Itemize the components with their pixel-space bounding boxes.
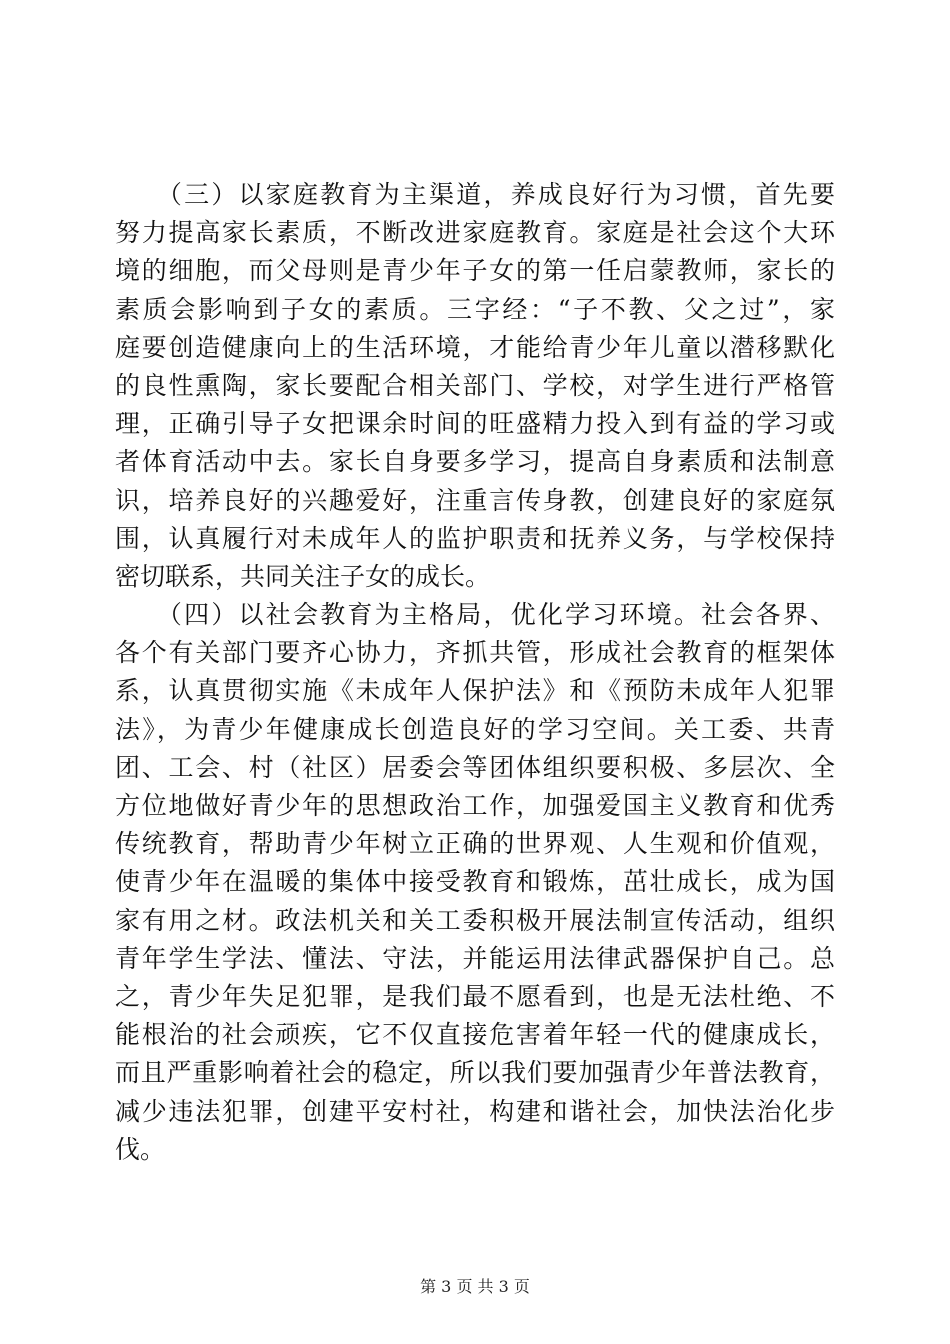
text-line: 各个有关部门要齐心协力，齐抓共管，形成社会教育的框架体 (115, 638, 835, 668)
text-line: 青年学生学法、懂法、守法，并能运用法律武器保护自己。总 (115, 943, 835, 973)
text-line: （四）以社会教育为主格局，优化学习环境。社会各界、 (115, 600, 835, 630)
page-number-footer: 第 3 页 共 3 页 (420, 1277, 530, 1296)
text-line: （三）以家庭教育为主渠道，养成良好行为习惯，首先要 (115, 180, 835, 209)
text-line: 而且严重影响着社会的稳定，所以我们要加强青少年普法教育， (115, 1058, 835, 1088)
text-line: 方位地做好青少年的思想政治工作，加强爱国主义教育和优秀 (115, 791, 835, 820)
text-line: 境的细胞，而父母则是青少年子女的第一任启蒙教师，家长的 (115, 256, 835, 286)
text-line: 伐。 (115, 1134, 166, 1164)
text-line: 理，正确引导子女把课余时间的旺盛精力投入到有益的学习或 (115, 409, 835, 439)
text-line: 系，认真贯彻实施《未成年人保护法》和《预防未成年人犯罪 (115, 676, 835, 706)
text-line: 传统教育，帮助青少年树立正确的世界观、人生观和价值观， (115, 829, 835, 859)
text-line: 努力提高家长素质，不断改进家庭教育。家庭是社会这个大环 (115, 218, 835, 248)
text-line: 识，培养良好的兴趣爱好，注重言传身教，创建良好的家庭氛 (115, 485, 835, 515)
text-line: 素质会影响到子女的素质。三字经：“子不教、父之过”，家 (115, 294, 835, 324)
text-line: 使青少年在温暖的集体中接受教育和锻炼，茁壮成长，成为国 (115, 867, 835, 897)
text-line: 团、工会、村（社区）居委会等团体组织要积极、多层次、全 (115, 752, 835, 782)
text-line: 者体育活动中去。家长自身要多学习，提高自身素质和法制意 (115, 447, 835, 477)
text-line: 法》，为青少年健康成长创造良好的学习空间。关工委、共青 (115, 714, 835, 744)
text-line: 之，青少年失足犯罪，是我们最不愿看到，也是无法杜绝、不 (115, 981, 835, 1011)
text-line: 减少违法犯罪，创建平安村社，构建和谐社会，加快法治化步 (115, 1096, 835, 1126)
text-line: 庭要创造健康向上的生活环境，才能给青少年儿童以潜移默化 (115, 332, 835, 362)
document-body (115, 176, 835, 1169)
text-line: 围，认真履行对未成年人的监护职责和抚养义务，与学校保持 (115, 523, 835, 553)
text-line: 的良性熏陶，家长要配合相关部门、学校，对学生进行严格管 (115, 370, 835, 400)
text-line: 家有用之材。政法机关和关工委积极开展法制宣传活动，组织 (115, 905, 835, 935)
text-line: 能根治的社会顽疾，它不仅直接危害着年轻一代的健康成长， (115, 1020, 835, 1050)
text-line: 密切联系，共同关注子女的成长。 (115, 561, 491, 591)
